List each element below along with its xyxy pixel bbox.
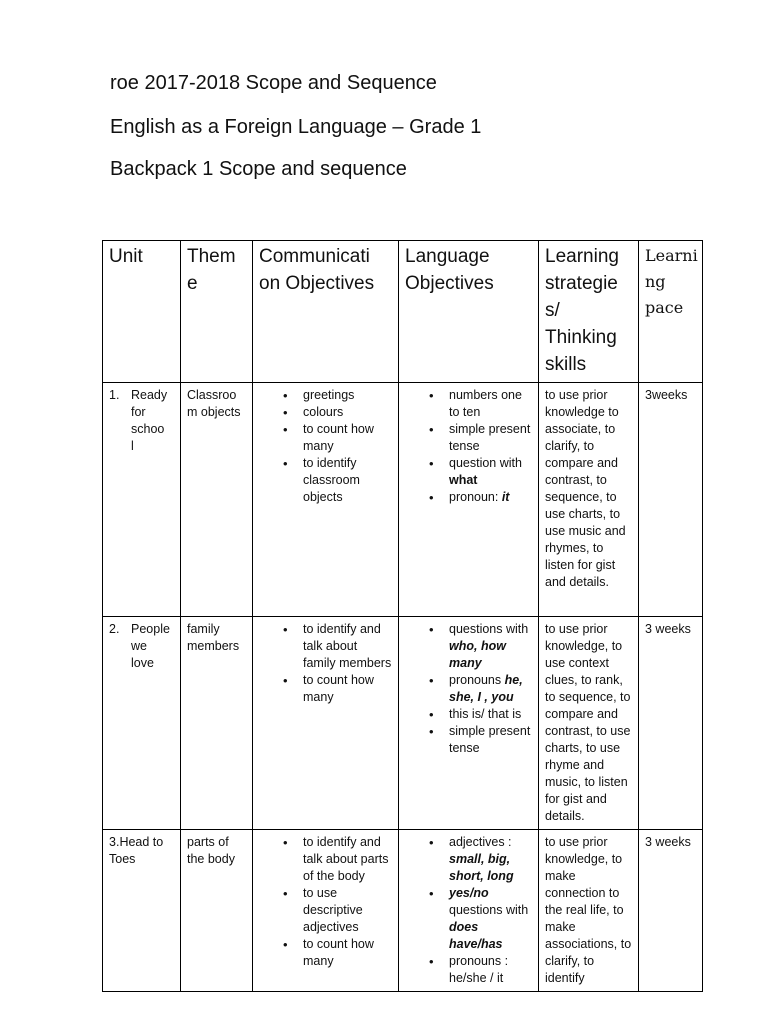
table-row — [103, 617, 703, 830]
unit-cell — [103, 617, 181, 830]
header-language-objectives: Language Objectives — [399, 241, 539, 383]
unit-number: 3. — [109, 835, 120, 849]
header-theme: Them e — [181, 241, 253, 383]
table-header-row — [103, 241, 703, 383]
list-item: • greetings — [303, 387, 392, 404]
book-title: Backpack 1 Scope and sequence — [110, 158, 407, 180]
list-item: • pronouns he, she, I , you — [449, 672, 532, 706]
strategies-cell: to use prior knowledge, to use context clues, to rank, to sequence, to compare and contrast, to use charts, to use rhyme and music, to listen for gist and details. — [539, 617, 639, 830]
theme-cell: family members — [181, 617, 253, 830]
list-item: • to count how many — [303, 672, 392, 706]
list-item: • yes/no questions with does have/has — [449, 885, 532, 953]
communication-cell — [253, 617, 399, 830]
course-title: English as a Foreign Language – Grade 1 — [110, 116, 482, 138]
list-item: • to identify classroom objects — [303, 455, 392, 506]
unit-name: Ready for schoo l — [131, 388, 168, 453]
unit-cell — [103, 830, 181, 992]
pace-cell: 3weeks — [639, 383, 703, 617]
list-item: • numbers one to ten — [449, 387, 532, 421]
unit-name: People we love — [131, 622, 170, 670]
language-cell — [399, 383, 539, 617]
list-item: • to count how many — [303, 421, 392, 455]
list-item: • colours — [303, 404, 392, 421]
strategies-cell: to use prior knowledge to associate, to clarify, to compare and contrast, to sequence, to use charts, to use music and rhymes, to listen for gist and details. — [539, 383, 639, 617]
header-learning-pace: Learni ng pace — [639, 241, 703, 383]
pace-cell: 3 weeks — [639, 617, 703, 830]
list-item: • to identify and talk about parts of the body — [303, 834, 392, 885]
theme-cell: parts of the body — [181, 830, 253, 992]
list-item: • to identify and talk about family members — [303, 621, 392, 672]
language-cell — [399, 617, 539, 830]
list-item: • to count how many — [303, 936, 392, 970]
table-row — [103, 830, 703, 992]
communication-cell — [253, 830, 399, 992]
list-item: • to use descriptive adjectives — [303, 885, 392, 936]
strategies-cell: to use prior knowledge, to make connection to the real life, to make associations, to clarify, to identify — [539, 830, 639, 992]
unit-number: 2. — [109, 622, 120, 636]
list-item: • questions with who, how many — [449, 621, 532, 672]
language-cell — [399, 830, 539, 992]
list-item: • simple present tense — [449, 723, 532, 757]
header-unit: Unit — [103, 241, 181, 383]
communication-cell — [253, 383, 399, 617]
list-item: • question with what — [449, 455, 532, 489]
scope-sequence-table — [102, 240, 703, 992]
unit-number: 1. — [109, 388, 120, 402]
header-communication-objectives: Communicati on Objectives — [253, 241, 399, 383]
unit-cell — [103, 383, 181, 617]
table-row — [103, 383, 703, 617]
list-item: • simple present tense — [449, 421, 532, 455]
list-item: • pronouns : he/she / it — [449, 953, 532, 987]
header-learning-strategies: Learning strategie s/ Thinking skills — [539, 241, 639, 383]
unit-name: Head to Toes — [109, 835, 164, 866]
theme-cell: Classroo m objects — [181, 383, 253, 617]
pace-cell: 3 weeks — [639, 830, 703, 992]
list-item: • pronoun: it — [449, 489, 532, 506]
list-item: • adjectives : small, big, short, long — [449, 834, 532, 885]
document-title: roe 2017-2018 Scope and Sequence — [110, 72, 437, 94]
list-item: • this is/ that is — [449, 706, 532, 723]
